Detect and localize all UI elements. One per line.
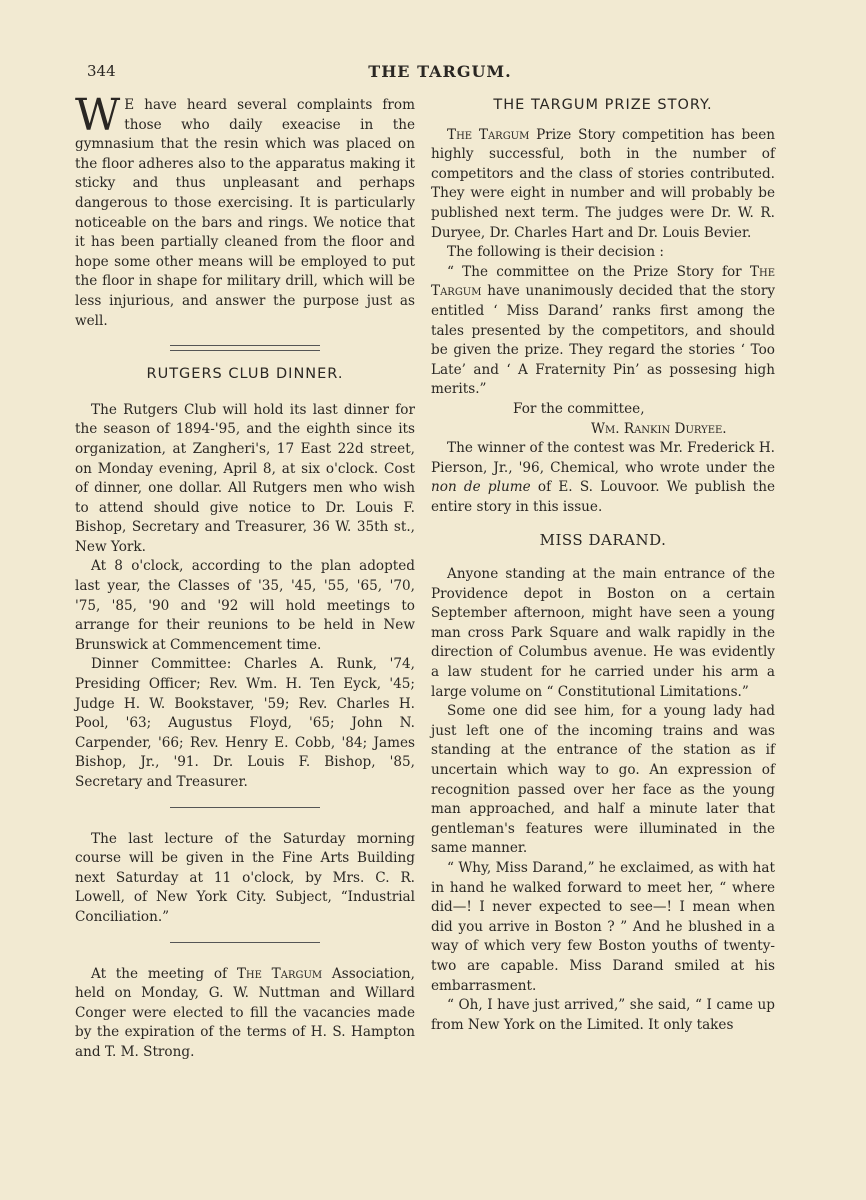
association-post: Association, held on Monday, G. W. Nuttman and Willard Conger were elected to fill the vacancies made by the expiration of the terms of H. S. Hampton and T. M. Strong.: [75, 965, 415, 1060]
class-meetings-paragraph: At 8 o'clock, according to the plan adopted last year, the Classes of '35, '45, '55, '65, '70, '75, '85, '90 and '92 will hold meetings to arrange for their reunions to be held in New Brunswick at Commencement time.: [75, 558, 415, 653]
gymnasium-paragraph: [75, 90, 415, 331]
association-org: The Targum: [236, 965, 323, 982]
gymnasium-text: E have heard several complaints from those who daily exeacise in the gymnasium that the resin which was placed on the floor adheres also to the apparatus making it sticky and thus unpleasant and perhaps dangerous to those exercising. It is particularly noticeable on the bars and rings. We notice that it has been partially cleaned from the floor and hope some other means will be employed to put the floor in shape for military drill, which will be less injurious, and answer the purpose just as well.: [75, 97, 415, 329]
page-header: [0, 62, 866, 84]
association-pre: At the meeting of: [91, 965, 228, 982]
divider: [170, 807, 320, 808]
divider: [170, 942, 320, 943]
running-title: THE TARGUM.: [368, 62, 512, 81]
club-dinner-paragraph: The Rutgers Club will hold its last dinner for the season of 1894-'95, and the eighth since its organization, at Zangheri's, 17 East 22d street, on Monday evening, April 8, at six o'clock. Cost of dinner, one dollar. All Rutgers men who wish to attend should give notice to Dr. Louis F. Bishop, Secretary and Treasurer, 36 W. 35th st., New York.: [75, 401, 415, 555]
prize-story-heading: THE TARGUM PRIZE STORY.: [493, 97, 713, 113]
story-paragraph-3: “ Why, Miss Darand,” he exclaimed, as with hat in hand he walked forward to meet her, “ where did—! I never expected to see—! I mean when did you arrive in Boston ? ” And he blushed in a way of which very few Boston youths of twenty-two are capable. Miss Darand smiled at his embarrasment.: [431, 859, 775, 994]
left-column: [75, 90, 415, 1063]
quote-pre: “ The committee on the Prize Story for: [447, 263, 742, 280]
right-column: [431, 96, 775, 1035]
story-title: MISS DARAND.: [539, 531, 667, 550]
story-paragraph-2: Some one did see him, for a young lady had just left one of the incoming trains and was standing at the entrance of the station as if uncertain which way to go. An expression of recognition passed over her face as the young man approached, and half a minute later that gentleman's features were illuminated in the same manner.: [431, 703, 775, 857]
double-divider: [170, 345, 320, 351]
prize-org: The Targum: [447, 126, 530, 143]
quote-org: The Targum: [431, 263, 775, 300]
lecture-paragraph: The last lecture of the Saturday morning course will be given in the Fine Arts Building next Saturday at 11 o'clock, by Mrs. C. R. Lowell, of New York City. Subject, “Industrial Conciliation.”: [75, 830, 415, 925]
winner-post: of E. S. Louvoor. We publish the entire story in this issue.: [431, 479, 775, 515]
drop-cap: W: [75, 90, 121, 141]
association-paragraph: [75, 965, 415, 1063]
club-dinner-heading: RUTGERS CLUB DINNER.: [146, 366, 344, 383]
prize-text: Prize Story competition has been highly successful, both in the number of competitors and the class of stories contributed. They were eight in number and will probably be published next term. The judges were Dr. W. R. Duryee, Dr. Charles Hart and Dr. Louis Bevier.: [431, 126, 776, 241]
dinner-committee-paragraph: Dinner Committee: Charles A. Runk, '74, Presiding Officer; Rev. Wm. H. Ten Eyck, '45; Judge H. W. Bookstaver, '59; Rev. Charles H. Pool, '63; Augustus Floyd, '65; John N. Carpender, '66; Rev. Henry E. Cobb, '84; James Bishop, Jr., '91. Dr. Louis F. Bishop, '85, Secretary and Treasurer.: [75, 656, 415, 790]
winner-em: non de plume: [431, 479, 531, 496]
page-number: 344: [87, 62, 116, 80]
signature-name: Wm. Rankin Duryee.: [591, 420, 727, 437]
prize-story-paragraph: [431, 126, 775, 244]
story-paragraph-1: Anyone standing at the main entrance of the Providence depot in Boston on a certain September afternoon, might have seen a young man cross Park Square and walk rapidly in the direction of Columbus avenue. He was evidently a law student for he carried under his arm a large volume on “ Constitutional Limitations.”: [431, 566, 775, 700]
signature-for: For the committee,: [513, 400, 645, 417]
story-paragraph-4: “ Oh, I have just arrived,” she said, “ I came up from New York on the Limited. It only takes: [431, 997, 775, 1033]
decision-intro: The following is their decision :: [447, 244, 664, 261]
committee-quote: [431, 263, 775, 400]
quote-post: have unanimously decided that the story entitled ‘ Miss Darand’ ranks first among the tales presented by the competitors, and should be given the prize. They regard the stories ‘ Too Late’ and ‘ A Fraternity Pin’ as possesing high merits.”: [431, 283, 775, 398]
winner-pre: The winner of the contest was Mr. Frederick H. Pierson, Jr., '96, Chemical, who wrote under the: [431, 440, 776, 476]
winner-paragraph: [431, 439, 775, 517]
